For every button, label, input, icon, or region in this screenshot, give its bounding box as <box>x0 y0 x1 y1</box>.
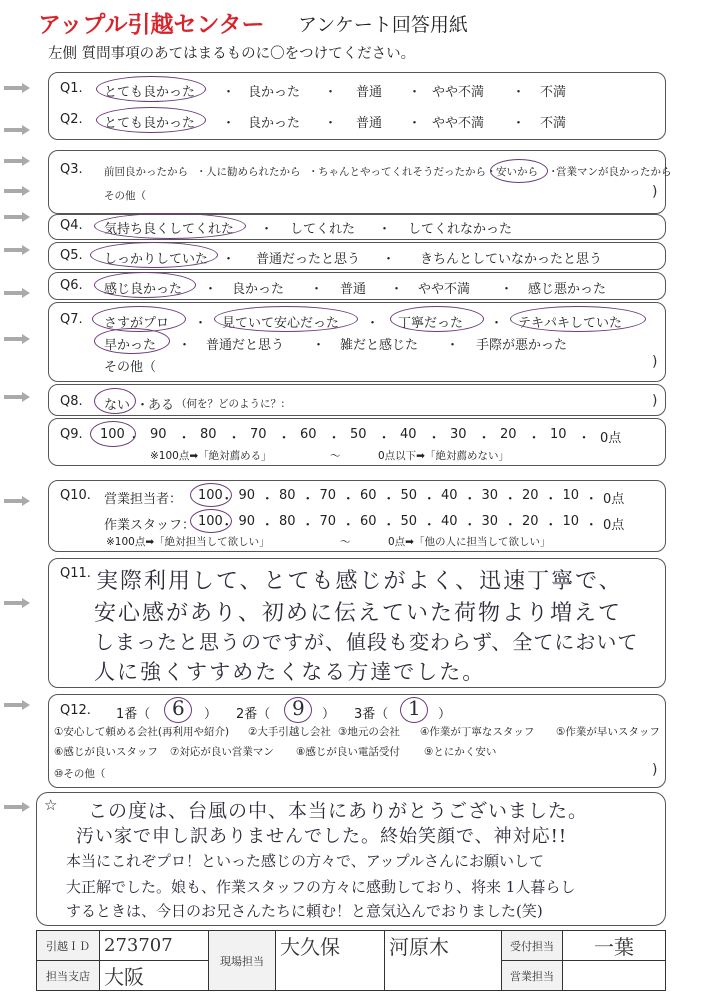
reception-value[interactable]: 一葉 <box>563 931 666 961</box>
staff-info-table <box>36 930 666 991</box>
q7-option-7[interactable]: 雑だと感じた <box>340 338 419 353</box>
q7-option-3[interactable]: 丁寧だった <box>398 316 464 331</box>
q6-option-1[interactable]: 感じ良かった <box>104 282 183 297</box>
q3-box <box>48 150 666 214</box>
q11-number: Q11. <box>60 566 91 581</box>
reception-label: 受付担当 <box>502 931 563 961</box>
margin-arrow-icon <box>4 156 30 166</box>
answer-circle <box>400 697 428 723</box>
margin-arrow-icon <box>4 392 30 402</box>
q4-option-2[interactable]: してくれた <box>290 222 356 237</box>
q4-number: Q4. <box>60 218 83 233</box>
q6-sep: ・ <box>204 282 218 297</box>
q10-staff-separator: ・ <box>463 518 477 533</box>
q10-sales-score-60[interactable]: 60 <box>360 488 377 503</box>
q11-answer-line-2[interactable]: 安心感があり、初めに伝えていた荷物より増えて <box>94 601 623 626</box>
q2-option-5[interactable]: 不満 <box>540 116 567 131</box>
q10-note-mid: 〜 <box>340 536 351 548</box>
answer-circle <box>94 272 196 298</box>
q3-option-5[interactable]: 営業マンが良かったから <box>556 166 672 178</box>
q10-staff-score-80[interactable]: 80 <box>279 514 296 529</box>
branch-label: 担当支店 <box>37 961 100 991</box>
q10-staff-label: 作業スタッフ： <box>104 518 196 533</box>
q9-separator: ・ <box>427 431 441 446</box>
q6-option-2[interactable]: 良かった <box>232 282 285 297</box>
q10-note-right: 0点➡「他の人に担当して欲しい」 <box>388 536 551 548</box>
q12-number: Q12. <box>60 703 91 718</box>
q10-sales-separator: ・ <box>341 492 355 507</box>
q10-staff-separator: ・ <box>341 518 355 533</box>
q12-rank3-label: 3番（ <box>354 707 389 722</box>
q7-option-8[interactable]: 手際が悪かった <box>476 338 568 353</box>
q12-option-3[interactable]: ③地元の会社 <box>338 726 400 738</box>
q2-option-1[interactable]: とても良かった <box>104 116 196 131</box>
q7-close-paren: ) <box>652 354 658 370</box>
q2-sep: ・ <box>408 116 422 131</box>
q1-number: Q1. <box>60 81 83 96</box>
margin-arrow-icon <box>4 802 30 812</box>
q10-staff-separator: ・ <box>544 518 558 533</box>
answer-circle <box>164 697 192 723</box>
q3-other[interactable]: その他（ <box>104 190 146 202</box>
q5-option-1[interactable]: しっかりしていた <box>104 252 209 267</box>
q10-sales-score-50[interactable]: 50 <box>400 488 418 503</box>
margin-arrow-icon <box>4 83 30 93</box>
margin-arrow-icon <box>4 212 30 222</box>
q12-other[interactable]: ⑩その他（ <box>54 768 106 780</box>
q10-staff-score-50[interactable]: 50 <box>400 514 418 529</box>
q10-staff-separator: ・ <box>422 518 436 533</box>
q9-score-100[interactable]: 100 <box>100 427 125 442</box>
q10-staff-score-40[interactable]: 40 <box>441 514 458 529</box>
q9-score-80[interactable]: 80 <box>200 427 217 442</box>
q10-staff-score-70[interactable]: 70 <box>319 514 337 529</box>
answer-circle <box>96 76 206 102</box>
margin-arrow-icon <box>4 496 30 506</box>
q7-number: Q7. <box>60 312 83 327</box>
q9-score-50[interactable]: 50 <box>350 427 367 442</box>
q9-separator: ・ <box>227 431 241 446</box>
q12-rank2-label: 2番（ <box>236 707 271 722</box>
q7-option-1[interactable]: さすがプロ <box>104 316 170 331</box>
q7-sep: ・ <box>312 338 326 353</box>
margin-arrow-icon <box>4 245 30 255</box>
q5-sep: ・ <box>382 252 396 267</box>
q5-option-3[interactable]: きちんとしていなかったと思う <box>420 252 603 267</box>
q12-rank1-value[interactable]: 6 <box>172 696 185 720</box>
q1-sep: ・ <box>324 85 338 100</box>
q10-sales-score-0点[interactable]: 0点 <box>603 492 625 507</box>
q12-option-1[interactable]: ①安心して頼める会社(再利用や紹介) <box>54 726 230 738</box>
q1-option-2[interactable]: 良かった <box>248 85 301 100</box>
q7-sep: ・ <box>490 316 504 331</box>
q10-staff-separator: ・ <box>503 518 517 533</box>
q9-score-10[interactable]: 10 <box>550 427 567 442</box>
q10-staff-separator: ・ <box>260 518 274 533</box>
q2-option-2[interactable]: 良かった <box>248 116 301 131</box>
answer-circle <box>510 306 646 332</box>
q3-close-paren: ) <box>652 184 658 200</box>
q12-rank1-label: 1番（ <box>116 707 151 722</box>
q9-number: Q9. <box>60 427 83 442</box>
q1-sep: ・ <box>408 85 422 100</box>
q10-staff-score-0点[interactable]: 0点 <box>603 518 625 533</box>
margin-arrow-icon <box>4 288 30 298</box>
q10-staff-score-30[interactable]: 30 <box>481 514 499 529</box>
q10-staff-separator: ・ <box>301 518 315 533</box>
margin-arrow-icon <box>4 598 30 608</box>
q12-option-9[interactable]: ⑨とにかく安い <box>424 746 497 758</box>
q1-option-1[interactable]: とても良かった <box>104 85 196 100</box>
comment-line-3[interactable]: 本当にこれぞプロ！といった感じの方々で、アップルさんにお願いして <box>66 852 545 870</box>
q3-option-1[interactable]: 前回良かったから <box>104 166 188 178</box>
move-id-value[interactable]: 273707 <box>100 931 209 961</box>
answer-circle <box>94 328 170 354</box>
q12-rank3-value[interactable]: 1 <box>408 696 421 720</box>
q2-sep: ・ <box>512 116 526 131</box>
q3-sep: ・ <box>548 166 559 178</box>
form-title: アンケート回答用紙 <box>298 14 468 36</box>
q9-separator: ・ <box>277 431 291 446</box>
q12-rank2-value[interactable]: 9 <box>292 696 305 720</box>
q9-score-20[interactable]: 20 <box>500 427 517 442</box>
q6-option-4[interactable]: やや不満 <box>418 282 471 297</box>
q3-sep: ・ <box>486 166 497 178</box>
q12-option-4[interactable]: ④作業が丁寧なスタッフ <box>420 726 535 738</box>
q10-staff-separator: ・ <box>584 518 598 533</box>
comment-line-5[interactable]: するときは、今日のお兄さんたちに頼む！と意気込んでおりました(笑) <box>66 902 543 920</box>
q10-sales-separator: ・ <box>260 492 274 507</box>
q3-sep: ・ <box>196 166 207 178</box>
q9-separator: ・ <box>327 431 341 446</box>
answer-circle <box>90 242 218 268</box>
q6-option-5[interactable]: 感じ悪かった <box>528 282 607 297</box>
margin-arrow-icon <box>4 334 30 344</box>
q8-option-1[interactable]: ない <box>104 398 131 413</box>
q10-sales-score-100[interactable]: 100 <box>198 488 223 503</box>
q12-close: ） <box>204 707 218 722</box>
q9-note-right: 0点以下➡「絶対薦めない」 <box>378 450 509 462</box>
q5-number: Q5. <box>60 248 83 263</box>
q9-separator: ・ <box>527 431 541 446</box>
q10-sales-label: 営業担当者： <box>104 492 183 507</box>
margin-arrow-icon <box>4 125 30 135</box>
q1-option-3[interactable]: 普通 <box>356 85 383 100</box>
q11-answer-line-3[interactable]: しまったと思うのですが、値段も変わらず、全てにおいて <box>94 630 639 654</box>
q12-option-2[interactable]: ②大手引越し会社 <box>248 726 331 738</box>
site-value-1[interactable]: 大久保 <box>276 931 385 991</box>
q10-sales-score-90[interactable]: 90 <box>238 488 256 503</box>
q1-option-5[interactable]: 不満 <box>540 85 567 100</box>
q3-option-4[interactable]: 安いから <box>496 166 538 178</box>
q6-number: Q6. <box>60 278 83 293</box>
answer-circle <box>190 483 232 507</box>
q10-staff-separator: ・ <box>220 518 234 533</box>
q12-close: ） <box>438 707 452 722</box>
margin-arrow-icon <box>4 186 30 196</box>
q10-number: Q10. <box>60 488 91 503</box>
q12-close-paren: ) <box>652 762 658 778</box>
comment-line-2[interactable]: 汚い家で申し訳ありませんでした。終始笑顔で、神対応!! <box>76 826 568 847</box>
q11-answer-line-4[interactable]: 人に強くすすめたくなる方達でした。 <box>94 660 486 684</box>
q10-sales-separator: ・ <box>584 492 598 507</box>
answer-circle <box>284 697 312 723</box>
site-label: 現場担当 <box>209 931 276 991</box>
q4-sep: ・ <box>260 222 274 237</box>
q7-sep: ・ <box>194 316 208 331</box>
answer-circle <box>94 213 246 239</box>
q8-close-paren: ) <box>652 393 658 409</box>
q9-note-left: ※100点➡「絶対薦める」 <box>150 450 272 462</box>
q10-staff-score-20[interactable]: 20 <box>522 514 539 529</box>
answer-circle <box>490 159 548 183</box>
q2-option-4[interactable]: やや不満 <box>432 116 485 131</box>
q8-number: Q8. <box>60 394 83 409</box>
q1-sep: ・ <box>512 85 526 100</box>
instruction-text: 左側 質問事項のあてはまるものに〇をつけてください。 <box>48 46 416 62</box>
q10-sales-separator: ・ <box>382 492 396 507</box>
answer-circle <box>214 306 358 332</box>
q9-separator: ・ <box>577 431 591 446</box>
q5-sep: ・ <box>222 252 236 267</box>
q4-option-3[interactable]: してくれなかった <box>408 222 513 237</box>
q3-option-3[interactable]: ちゃんとやってくれそうだったから <box>318 166 486 178</box>
q4-sep: ・ <box>378 222 392 237</box>
q10-sales-score-30[interactable]: 30 <box>481 488 499 503</box>
q12-option-5[interactable]: ⑤作業が早いスタッフ <box>556 726 660 738</box>
q11-answer-line-1[interactable]: 実際利用して、とても感じがよく、迅速丁寧で、 <box>96 569 623 594</box>
q7-option-2[interactable]: 見ていて安心だった <box>222 316 340 331</box>
q10-sales-score-10[interactable]: 10 <box>562 488 580 503</box>
q7-option-4[interactable]: テキパキしていた <box>518 316 623 331</box>
answer-circle <box>390 306 484 332</box>
q1-sep: ・ <box>222 85 236 100</box>
q10-sales-separator: ・ <box>301 492 315 507</box>
q10-sales-separator: ・ <box>422 492 436 507</box>
q9-separator: ・ <box>177 431 191 446</box>
q5-option-2[interactable]: 普通だったと思う <box>256 252 361 267</box>
q10-sales-separator: ・ <box>503 492 517 507</box>
comment-star-icon: ☆ <box>44 796 58 814</box>
q9-box <box>48 418 666 466</box>
q9-separator: ・ <box>477 431 491 446</box>
q9-score-90[interactable]: 90 <box>150 427 167 442</box>
site-value-2[interactable]: 河原木 <box>385 931 502 991</box>
q6-sep: ・ <box>310 282 324 297</box>
q2-number: Q2. <box>60 112 83 127</box>
q10-staff-score-10[interactable]: 10 <box>562 514 580 529</box>
q2-sep: ・ <box>222 116 236 131</box>
sales-label: 営業担当 <box>502 961 563 991</box>
brand-title: アップル引越センター <box>38 12 265 38</box>
comment-line-4[interactable]: 大正解でした。娘も、作業スタッフの方々に感動しており、将来 1人暮らし <box>66 878 576 896</box>
q10-sales-score-20[interactable]: 20 <box>522 488 539 503</box>
q9-note-mid: 〜 <box>330 450 341 462</box>
q1-option-4[interactable]: やや不満 <box>432 85 485 100</box>
q12-option-8[interactable]: ⑧感じが良い電話受付 <box>296 746 400 758</box>
q10-staff-score-100[interactable]: 100 <box>198 514 223 529</box>
q4-option-1[interactable]: 気持ち良くしてくれた <box>104 222 235 237</box>
q6-option-3[interactable]: 普通 <box>340 282 367 297</box>
move-id-label: 引越ＩＤ <box>37 931 100 961</box>
q7-sep: ・ <box>178 338 192 353</box>
branch-value[interactable]: 大阪 <box>100 961 209 991</box>
margin-arrow-icon <box>4 700 30 710</box>
q9-separator: ・ <box>127 431 141 446</box>
answer-circle <box>96 107 206 133</box>
q8-option-2[interactable]: ある <box>148 398 175 413</box>
q9-score-60[interactable]: 60 <box>300 427 317 442</box>
q7-sep: ・ <box>366 316 380 331</box>
q9-separator: ・ <box>377 431 391 446</box>
q10-staff-score-60[interactable]: 60 <box>360 514 377 529</box>
q9-score-0点[interactable]: 0点 <box>600 431 622 446</box>
q10-staff-separator: ・ <box>382 518 396 533</box>
q10-sales-separator: ・ <box>544 492 558 507</box>
answer-circle <box>90 421 136 447</box>
q3-number: Q3. <box>60 162 83 177</box>
q8-sep: ・ <box>136 398 150 413</box>
q10-sales-separator: ・ <box>220 492 234 507</box>
q9-score-30[interactable]: 30 <box>450 427 467 442</box>
q9-score-70[interactable]: 70 <box>250 427 267 442</box>
q10-staff-score-90[interactable]: 90 <box>238 514 256 529</box>
q2-option-3[interactable]: 普通 <box>356 116 383 131</box>
q7-other[interactable]: その他（ <box>104 360 157 375</box>
q2-sep: ・ <box>324 116 338 131</box>
q6-sep: ・ <box>390 282 404 297</box>
q12-option-6[interactable]: ⑥感じが良いスタッフ <box>54 746 158 758</box>
q9-score-40[interactable]: 40 <box>400 427 417 442</box>
q7-option-5[interactable]: 早かった <box>104 338 157 353</box>
q12-close: ） <box>322 707 336 722</box>
sales-value[interactable] <box>563 961 666 991</box>
q10-sales-score-80[interactable]: 80 <box>279 488 296 503</box>
q10-sales-separator: ・ <box>463 492 477 507</box>
q12-option-7[interactable]: ⑦対応が良い営業マン <box>170 746 274 758</box>
q10-sales-score-70[interactable]: 70 <box>319 488 337 503</box>
q3-option-2[interactable]: 人に勧められたから <box>206 166 301 178</box>
q3-sep: ・ <box>308 166 319 178</box>
q6-sep: ・ <box>500 282 514 297</box>
answer-circle <box>94 388 136 414</box>
q10-note-left: ※100点➡「絶対担当して欲しい」 <box>106 536 270 548</box>
q10-sales-score-40[interactable]: 40 <box>441 488 458 503</box>
answer-circle <box>190 509 232 533</box>
q7-sep: ・ <box>446 338 460 353</box>
q7-option-6[interactable]: 普通だと思う <box>206 338 285 353</box>
q8-hint: （何を？どのように？: <box>176 398 285 410</box>
comment-line-1[interactable]: この度は、台風の中、本当にありがとうございました。 <box>88 800 589 822</box>
